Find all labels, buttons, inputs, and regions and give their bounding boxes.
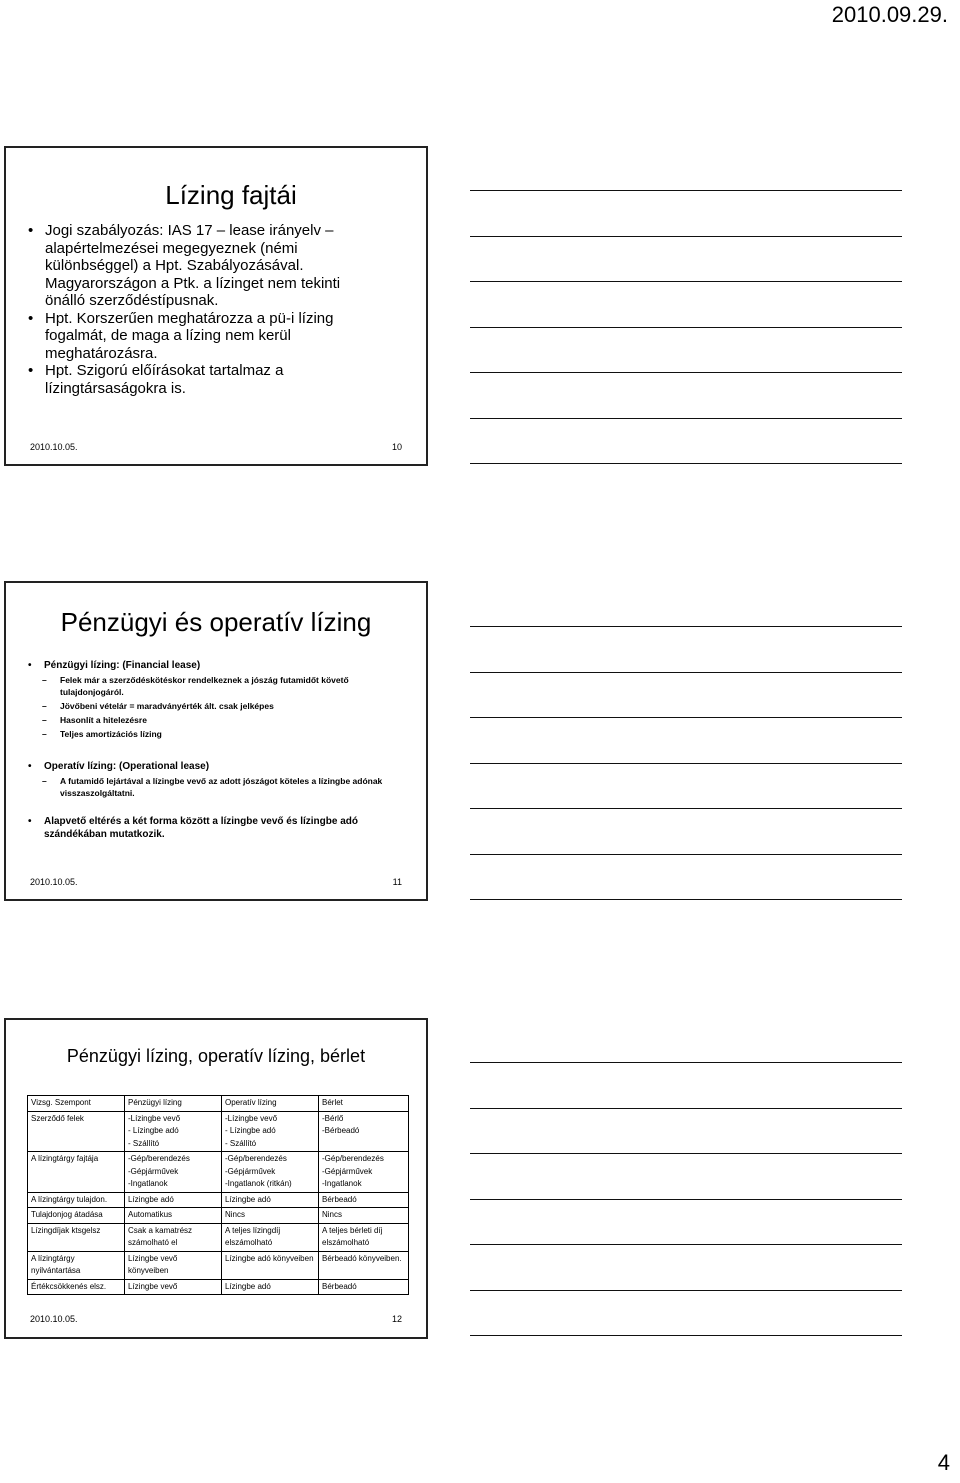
table-cell: Lízingdíjak ktsgelsz: [28, 1223, 125, 1251]
table-row: [28, 1208, 409, 1224]
note-line: [470, 1290, 902, 1291]
list-item: • Operatív lízing: (Operational lease): [28, 760, 408, 773]
table-header-row: [28, 1096, 409, 1112]
note-line: [470, 236, 902, 237]
table-cell: Nincs: [319, 1208, 409, 1224]
table-cell: Nincs: [222, 1208, 319, 1224]
slide-body: [28, 659, 408, 841]
table-cell: A lízingtárgy fajtája: [28, 1152, 125, 1193]
table-cell: -Lízingbe vevő - Lízingbe adó - Szállító: [125, 1111, 222, 1152]
note-line: [470, 281, 902, 282]
table-cell: -Bérlő -Bérbeadó: [319, 1111, 409, 1152]
table-cell: Tulajdonjog átadása: [28, 1208, 125, 1224]
slide-title: Lízing fajtái: [165, 180, 297, 210]
sub-list-item: – Jövőbeni vételár = maradványérték ált. csak jelképes: [28, 700, 408, 712]
note-line: [470, 1244, 902, 1245]
table-cell: -Gép/berendezés -Gépjárművek -Ingatlanok: [125, 1152, 222, 1193]
bullet-list: [28, 222, 378, 397]
note-line: [470, 854, 902, 855]
note-line: [470, 626, 902, 627]
list-item: • Alapvető eltérés a két forma között a lízingbe vevő és lízingbe adó szándékában mutatkozik.: [28, 815, 408, 841]
note-line: [470, 717, 902, 718]
table-cell: Lízingbe adó könyveiben: [222, 1251, 319, 1279]
list-item: • Jogi szabályozás: IAS 17 – lease irányelv – alapértelmezései megegyeznek (némi különbséggel) a Hpt. Szabályozásával. Magyarországon a Ptk. a lízinget nem tekinti önálló szerződéstípusnak.: [28, 222, 378, 310]
slide-number: 11: [392, 877, 402, 887]
note-line: [470, 808, 902, 809]
table-cell: Automatikus: [125, 1208, 222, 1224]
table-cell: -Lízingbe vevő - Lízingbe adó - Szállító: [222, 1111, 319, 1152]
table-row: [28, 1152, 409, 1193]
note-line: [470, 1062, 902, 1063]
table-cell: Értékcsökkenés elsz.: [28, 1279, 125, 1295]
table-cell: Pénzügyi lízing: [125, 1096, 222, 1112]
list-item: • Hpt. Korszerűen meghatározza a pü-i lízing fogalmát, de maga a lízing nem kerül meghatározásra.: [28, 310, 378, 363]
table-cell: Lízingbe vevő könyveiben: [125, 1251, 222, 1279]
table-cell: -Gép/berendezés -Gépjárművek -Ingatlanok (ritkán): [222, 1152, 319, 1193]
note-line: [470, 190, 902, 191]
table-row: [28, 1279, 409, 1295]
table-row: [28, 1192, 409, 1208]
table-cell: A teljes bérleti díj elszámolható: [319, 1223, 409, 1251]
page-header-date: 2010.09.29.: [831, 2, 948, 27]
table-cell: A teljes lízingdíj elszámolható: [222, 1223, 319, 1251]
note-line: [470, 899, 902, 900]
slide-number: 12: [391, 1314, 402, 1324]
note-line: [470, 463, 902, 464]
slide-date: 2010.10.05.: [30, 442, 78, 452]
list-item: • Hpt. Szigorú előírásokat tartalmaz a lízingtársaságokra is.: [28, 362, 378, 397]
table-cell: Operatív lízing: [222, 1096, 319, 1112]
slide-date: 2010.10.05.: [30, 1314, 78, 1324]
note-line: [470, 672, 902, 673]
note-line: [470, 327, 902, 328]
note-line: [470, 1153, 902, 1154]
slide-title: Pénzügyi és operatív lízing: [60, 607, 372, 637]
table-cell: Szerződő felek: [28, 1111, 125, 1152]
table-cell: A lízingtárgy nyilvántartása: [28, 1251, 125, 1279]
table-cell: Vizsg. Szempont: [28, 1096, 125, 1112]
table-row: [28, 1223, 409, 1251]
note-line: [470, 1108, 902, 1109]
note-line: [470, 1199, 902, 1200]
sub-list-item: – Teljes amortizációs lízing: [28, 728, 408, 740]
table-cell: Bérbeadó: [319, 1279, 409, 1295]
slide-number: 10: [391, 442, 402, 452]
table-cell: Lízingbe vevő: [125, 1279, 222, 1295]
table-cell: Bérbeadó: [319, 1192, 409, 1208]
table-row: [28, 1111, 409, 1152]
slide-date: 2010.10.05.: [30, 877, 78, 887]
table-cell: A lízingtárgy tulajdon.: [28, 1192, 125, 1208]
table-cell: Bérbeadó könyveiben.: [319, 1251, 409, 1279]
table-cell: Lízingbe adó: [125, 1192, 222, 1208]
note-line: [470, 372, 902, 373]
table-cell: -Gép/berendezés -Gépjárművek -Ingatlanok: [319, 1152, 409, 1193]
slide-11: [4, 581, 428, 901]
note-line: [470, 763, 902, 764]
note-line: [470, 418, 902, 419]
slide-10: [4, 146, 428, 466]
slide-title: Pénzügyi lízing, operatív lízing, bérlet: [66, 1046, 366, 1066]
page-number: 4: [937, 1450, 950, 1475]
table-cell: Bérlet: [319, 1096, 409, 1112]
table-row: [28, 1251, 409, 1279]
sub-list-item: – Felek már a szerződéskötéskor rendelkeznek a jószág futamidőt követő tulajdonjogáról.: [28, 674, 408, 698]
table-cell: Lízingbe adó: [222, 1192, 319, 1208]
list-item: • Pénzügyi lízing: (Financial lease): [28, 659, 408, 672]
table-cell: Lízingbe adó: [222, 1279, 319, 1295]
sub-list-item: – A futamidő lejártával a lízingbe vevő az adott jószágot köteles a lízingbe adónak visszaszolgáltatni.: [28, 775, 408, 799]
table-cell: Csak a kamatrész számolható el: [125, 1223, 222, 1251]
comparison-table: [27, 1095, 409, 1295]
sub-list-item: – Hasonlít a hitelezésre: [28, 714, 408, 726]
slide-12: [4, 1018, 428, 1339]
note-line: [470, 1335, 902, 1336]
